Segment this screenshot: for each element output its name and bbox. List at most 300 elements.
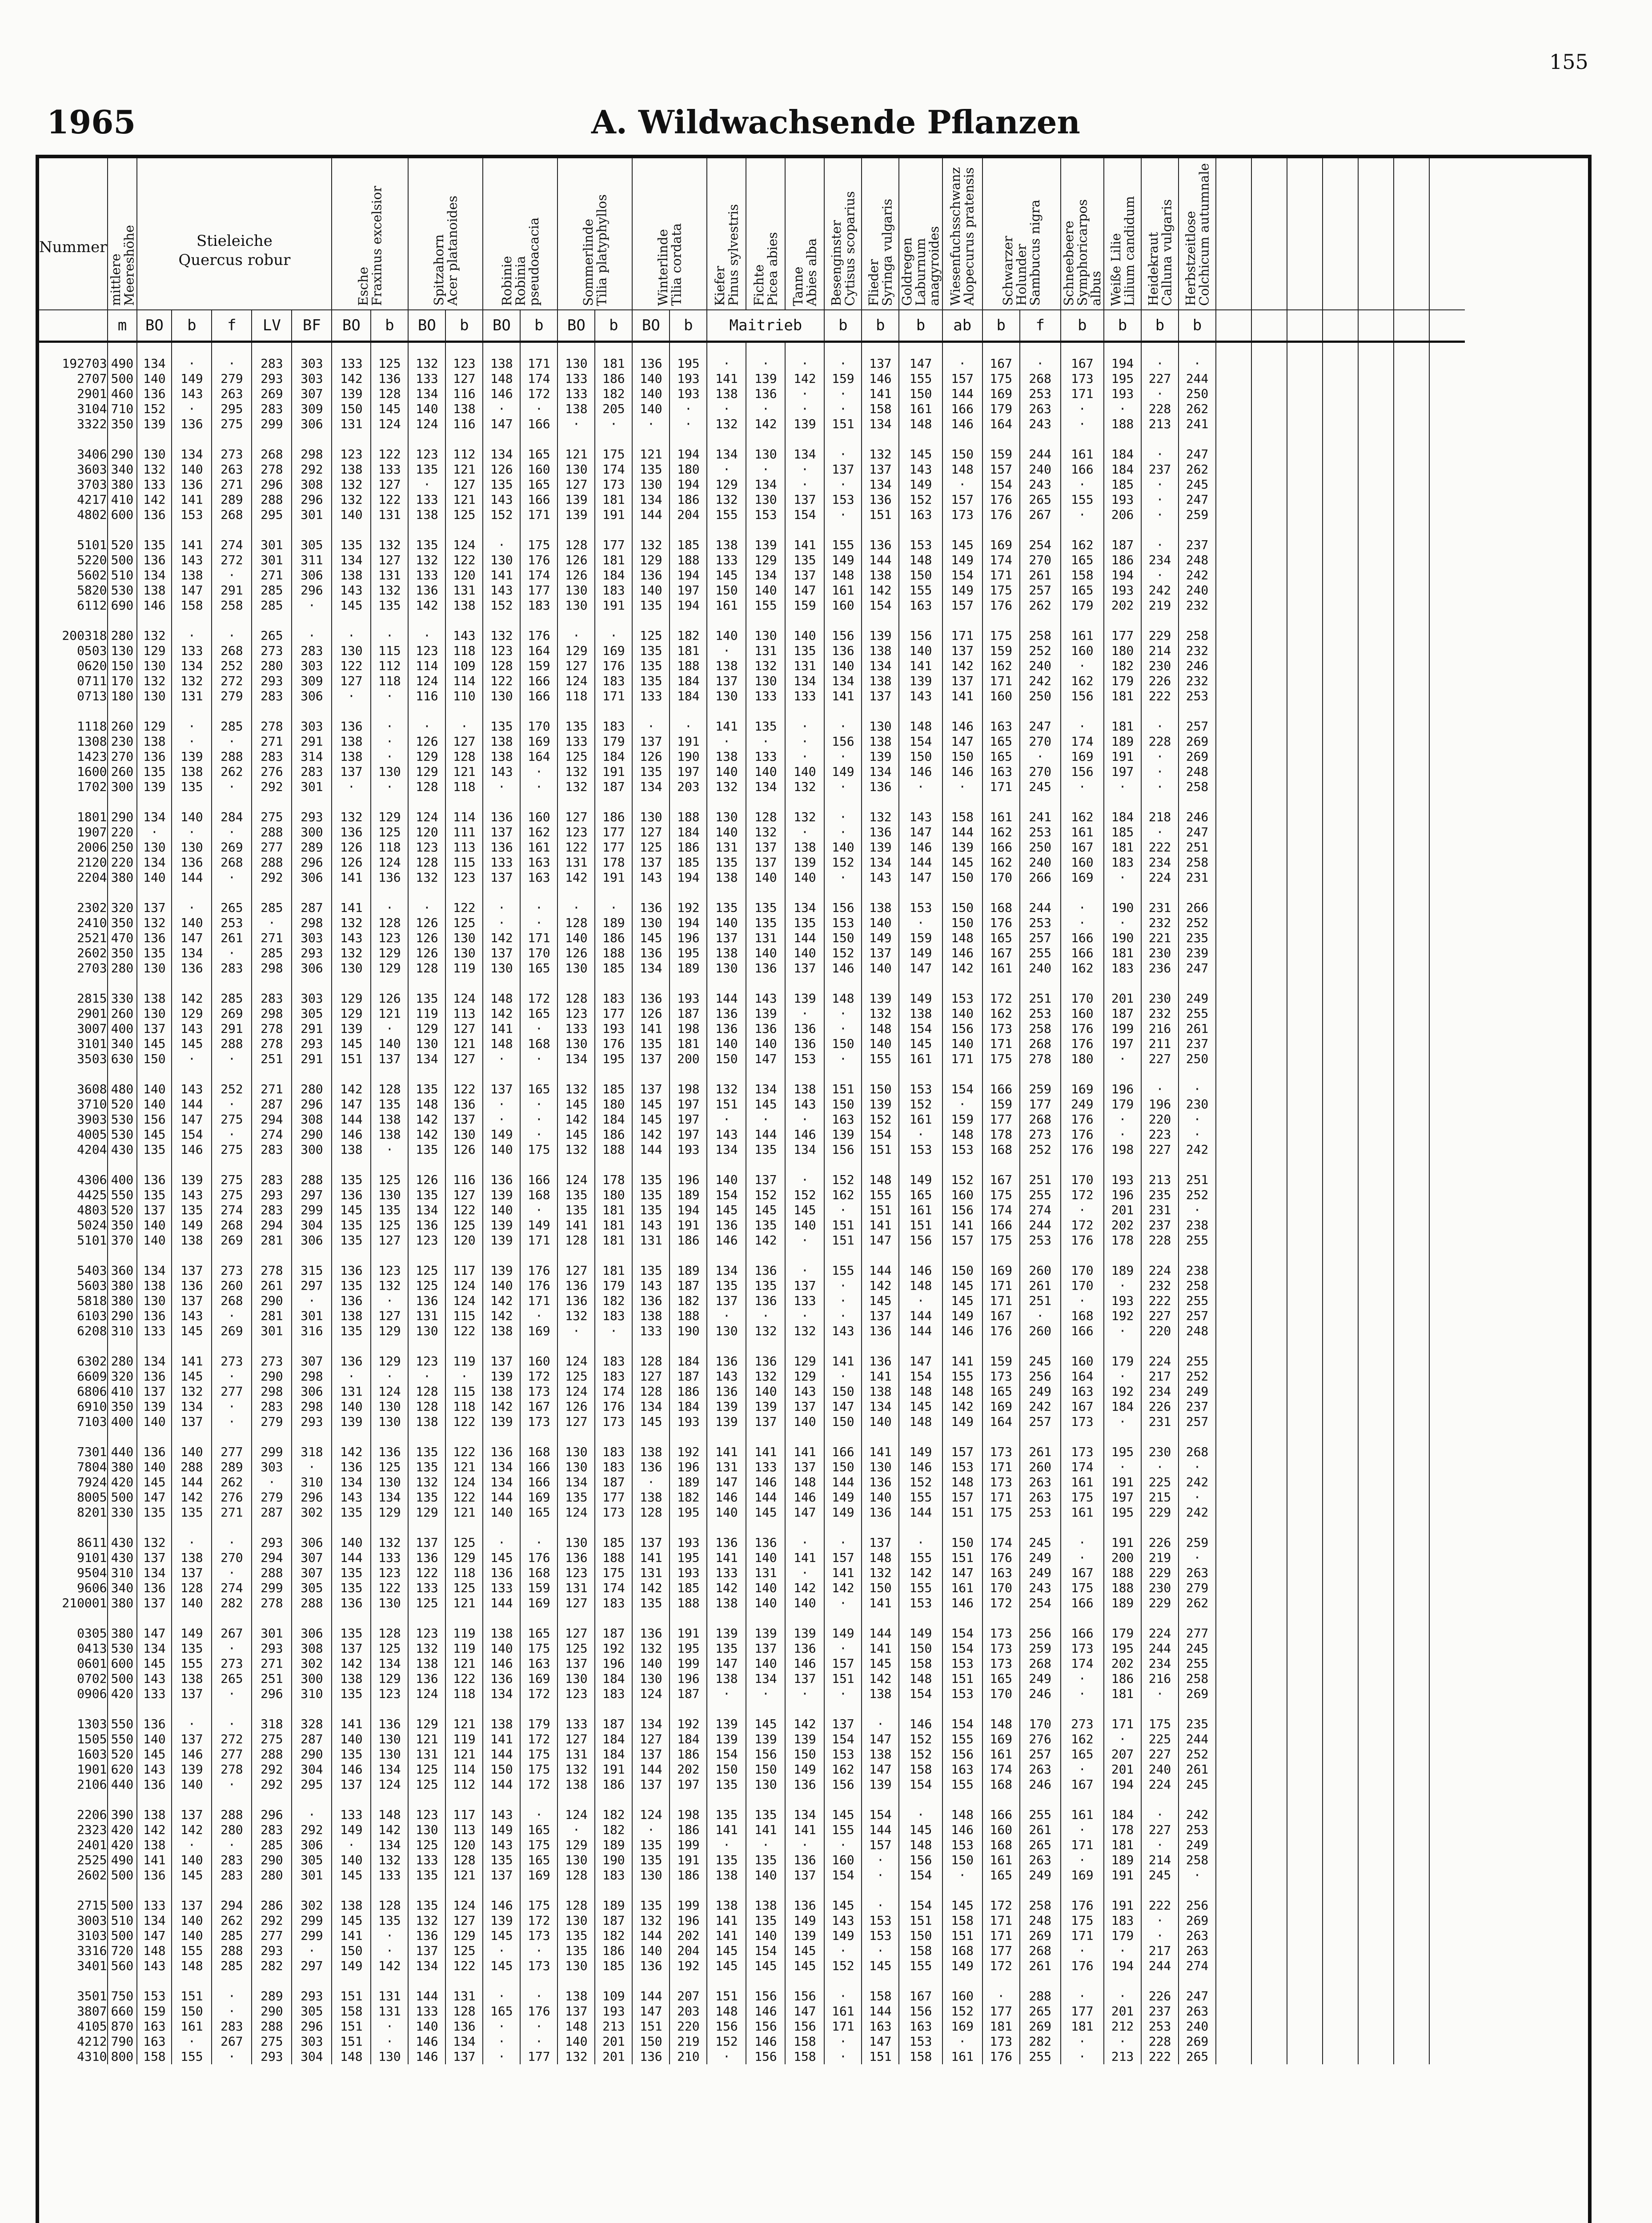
date-cell: 244	[1141, 1641, 1179, 1656]
date-cell: 145	[746, 1505, 785, 1520]
date-cell: ·	[746, 734, 785, 749]
date-cell: 135	[707, 1278, 746, 1293]
date-cell: 135	[408, 1082, 445, 1097]
date-cell: 171	[520, 931, 557, 946]
date-cell: 152	[899, 1097, 942, 1112]
date-cell: 301	[292, 507, 332, 522]
date-cell: 129	[408, 764, 445, 779]
date-cell: 136	[408, 1928, 445, 1943]
date-cell: 115	[445, 855, 483, 870]
station-number: 2901	[77, 386, 107, 401]
table-row	[39, 1460, 1465, 1475]
date-cell: 136	[137, 931, 172, 946]
date-cell: 136	[707, 1354, 746, 1369]
date-cell: 192	[1104, 1308, 1141, 1324]
date-cell: 134	[785, 674, 824, 689]
altitude-cell: 550	[108, 1717, 137, 1732]
date-cell: 145	[137, 1656, 172, 1671]
date-cell: 162	[1061, 1732, 1104, 1747]
date-cell: 169	[982, 538, 1020, 553]
date-cell: 222	[1141, 1898, 1179, 1913]
date-cell: 152	[942, 2004, 982, 2019]
date-cell: 130	[371, 1475, 408, 1490]
date-cell: ·	[332, 689, 371, 704]
date-cell: 118	[445, 1399, 483, 1414]
date-cell: 183	[595, 1445, 632, 1460]
date-cell: 140	[483, 1641, 520, 1656]
date-cell: 141	[785, 1445, 824, 1460]
date-cell: ·	[1061, 1989, 1104, 2004]
date-cell: 192	[1104, 1384, 1141, 1399]
date-cell: 123	[408, 643, 445, 658]
date-cell: 171	[982, 1278, 1020, 1293]
date-cell: 138	[332, 749, 371, 764]
date-cell: 184	[595, 1747, 632, 1762]
date-cell: 136	[785, 1853, 824, 1868]
station-number: 3807	[77, 2004, 107, 2018]
date-cell: 199	[670, 1898, 707, 1913]
date-cell: 136	[137, 553, 172, 568]
date-cell: 201	[1104, 991, 1141, 1006]
date-cell: 244	[1141, 1958, 1179, 1974]
station-number: 3101	[77, 1036, 107, 1051]
date-cell: 263	[212, 386, 252, 401]
date-cell: 265	[1179, 2049, 1216, 2064]
date-cell: 205	[595, 401, 632, 417]
date-cell: 159	[942, 1112, 982, 1127]
date-cell: 135	[408, 1460, 445, 1475]
date-cell: 296	[252, 1807, 292, 1822]
date-cell: 253	[1179, 1822, 1216, 1838]
date-cell: 227	[1141, 1747, 1179, 1762]
date-cell: 132	[371, 1853, 408, 1868]
date-cell: 298	[252, 961, 292, 976]
date-cell: 135	[632, 1853, 670, 1868]
date-cell: 136	[332, 719, 371, 734]
date-cell: 132	[746, 1324, 785, 1339]
date-cell: 171	[520, 507, 557, 522]
station-number: 5024	[77, 1218, 107, 1232]
date-cell: 269	[212, 840, 252, 855]
date-cell: 120	[408, 825, 445, 840]
altitude-cell: 350	[108, 1218, 137, 1233]
date-cell: 288	[212, 1807, 252, 1822]
station-number: 3603	[77, 462, 107, 477]
date-cell: 184	[670, 825, 707, 840]
date-cell: 123	[557, 825, 595, 840]
date-cell: 158	[899, 1762, 942, 1777]
date-cell: 292	[252, 1762, 292, 1777]
header-schneebeere: Schneebeere Symphoricarpos albus	[1061, 199, 1103, 306]
station-number: 7301	[77, 1445, 107, 1459]
date-cell: 147	[899, 825, 942, 840]
date-cell: 164	[520, 749, 557, 764]
date-cell: 140	[862, 1414, 899, 1429]
date-cell: 139	[332, 1414, 371, 1429]
station-number: 2120	[77, 855, 107, 870]
date-cell: 184	[670, 1399, 707, 1414]
date-cell: 131	[408, 1308, 445, 1324]
altitude-cell: 380	[108, 1460, 137, 1475]
date-cell: ·	[1061, 900, 1104, 915]
date-cell: 293	[292, 946, 332, 961]
date-cell: 169	[982, 1399, 1020, 1414]
date-cell: 135	[137, 1505, 172, 1520]
date-cell: 147	[824, 1399, 862, 1414]
date-cell: 149	[483, 1127, 520, 1142]
date-cell: 154	[942, 1717, 982, 1732]
date-cell: ·	[824, 810, 862, 825]
date-cell: 147	[785, 1505, 824, 1520]
date-cell: 248	[1020, 1913, 1061, 1928]
date-cell: 138	[557, 401, 595, 417]
date-cell: 138	[483, 1384, 520, 1399]
table-row	[39, 1928, 1465, 1943]
date-cell: 131	[371, 1989, 408, 2004]
date-cell: 121	[445, 764, 483, 779]
date-cell: 191	[1104, 1898, 1141, 1913]
station-number: 3104	[77, 401, 107, 416]
date-cell: 269	[252, 386, 292, 401]
date-cell: 163	[982, 719, 1020, 734]
date-cell: 151	[942, 1550, 982, 1565]
table-row	[39, 2049, 1465, 2064]
date-cell: 149	[172, 371, 212, 386]
date-cell: 244	[1020, 447, 1061, 462]
date-cell: 139	[137, 417, 172, 432]
station-number: 0711	[77, 674, 107, 688]
date-cell: 171	[982, 1460, 1020, 1475]
date-cell: 196	[670, 1913, 707, 1928]
date-cell: 180	[595, 1188, 632, 1203]
date-cell: 146	[942, 417, 982, 432]
date-cell: 176	[982, 507, 1020, 522]
date-cell: 158	[942, 810, 982, 825]
date-cell: 289	[212, 492, 252, 507]
date-cell: 125	[408, 1777, 445, 1792]
date-cell: 292	[292, 462, 332, 477]
date-cell: 142	[483, 931, 520, 946]
date-cell: 134	[172, 658, 212, 674]
date-cell: 133	[371, 1550, 408, 1565]
date-cell: 135	[332, 1218, 371, 1233]
date-cell: 161	[982, 961, 1020, 976]
date-cell: 175	[1061, 1581, 1104, 1596]
date-cell: 130	[137, 840, 172, 855]
row-gap	[39, 1067, 1465, 1082]
date-cell: 147	[632, 2004, 670, 2019]
date-cell: 170	[520, 946, 557, 961]
date-cell: 265	[1020, 1838, 1061, 1853]
date-cell: ·	[862, 1943, 899, 1958]
date-cell: 221	[1141, 931, 1179, 946]
date-cell: 143	[332, 583, 371, 598]
date-cell: 153	[942, 1838, 982, 1853]
date-cell: 161	[1061, 1807, 1104, 1822]
station-number: 2410	[77, 915, 107, 930]
phase-maitrieb: Maitrieb	[707, 310, 824, 342]
date-cell: 195	[670, 1641, 707, 1656]
date-cell: 271	[252, 1656, 292, 1671]
date-cell: 247	[1179, 1989, 1216, 2004]
date-cell: 129	[707, 477, 746, 492]
date-cell: 193	[1104, 583, 1141, 598]
date-cell: 234	[1141, 1656, 1179, 1671]
row-gap	[39, 1339, 1465, 1354]
date-cell: 132	[408, 553, 445, 568]
date-cell: 138	[332, 1671, 371, 1686]
date-cell: 148	[862, 1550, 899, 1565]
date-cell: 135	[632, 462, 670, 477]
date-cell: 121	[445, 1717, 483, 1732]
date-cell: 263	[1020, 1475, 1061, 1490]
date-cell: 137	[746, 1172, 785, 1188]
date-cell: 141	[172, 1354, 212, 1369]
header-besenginster: Besenginster Cytisus scoparius	[828, 191, 858, 306]
date-cell: 155	[899, 1958, 942, 1974]
date-cell: 130	[557, 1535, 595, 1550]
date-cell: 133	[408, 371, 445, 386]
date-cell: 169	[520, 734, 557, 749]
date-cell: 308	[292, 1641, 332, 1656]
date-cell: 147	[862, 2034, 899, 2049]
date-cell: 145	[557, 1127, 595, 1142]
date-cell: 133	[557, 1717, 595, 1732]
row-gap	[39, 1429, 1465, 1445]
date-cell: 137	[862, 462, 899, 477]
date-cell: 136	[707, 1384, 746, 1399]
date-cell: 143	[707, 1127, 746, 1142]
date-cell: ·	[862, 1853, 899, 1868]
date-cell: 137	[942, 674, 982, 689]
date-cell: 155	[172, 1656, 212, 1671]
date-cell: 306	[292, 870, 332, 885]
date-cell: 231	[1141, 1414, 1179, 1429]
table-row	[39, 764, 1465, 779]
date-cell: 146	[942, 1822, 982, 1838]
date-cell: 151	[332, 1051, 371, 1067]
date-cell: 181	[595, 1263, 632, 1278]
date-cell: 137	[707, 931, 746, 946]
date-cell: ·	[707, 1686, 746, 1701]
date-cell: 146	[408, 2034, 445, 2049]
date-cell: 169	[520, 1490, 557, 1505]
table-row	[39, 1082, 1465, 1097]
date-cell: 130	[746, 492, 785, 507]
altitude-cell: 530	[108, 1112, 137, 1127]
date-cell: 136	[557, 1293, 595, 1308]
date-cell: 126	[557, 568, 595, 583]
date-cell: ·	[371, 1369, 408, 1384]
date-cell: 149	[172, 1218, 212, 1233]
date-cell: 249	[1061, 1097, 1104, 1112]
date-cell: 253	[1020, 386, 1061, 401]
date-cell: 138	[408, 1656, 445, 1671]
altitude-cell: 440	[108, 1445, 137, 1460]
date-cell: 124	[632, 1686, 670, 1701]
date-cell: 141	[862, 1596, 899, 1611]
date-cell: 217	[1141, 1369, 1179, 1384]
date-cell: 153	[942, 1142, 982, 1157]
date-cell: 130	[557, 961, 595, 976]
table-row	[39, 1581, 1465, 1596]
date-cell: 134	[483, 1475, 520, 1490]
date-cell: 192	[670, 1958, 707, 1974]
date-cell: 124	[445, 991, 483, 1006]
date-cell: ·	[824, 1203, 862, 1218]
date-cell: 175	[982, 583, 1020, 598]
date-cell: 258	[1179, 628, 1216, 643]
date-cell: 180	[1104, 643, 1141, 658]
table-row	[39, 1414, 1465, 1429]
date-cell: 186	[670, 1233, 707, 1248]
date-cell: 142	[862, 1278, 899, 1293]
date-cell: 158	[862, 1989, 899, 2004]
date-cell: 134	[746, 1671, 785, 1686]
date-cell: 130	[557, 583, 595, 598]
altitude-cell: 400	[108, 1414, 137, 1429]
date-cell: 136	[137, 1172, 172, 1188]
table-row	[39, 1550, 1465, 1565]
date-cell: 191	[595, 764, 632, 779]
date-cell: 229	[1141, 1505, 1179, 1520]
date-cell: 174	[982, 1762, 1020, 1777]
date-cell: 148	[557, 2019, 595, 2034]
altitude-cell: 500	[108, 371, 137, 386]
date-cell: ·	[1141, 1082, 1179, 1097]
date-cell: 176	[1061, 1112, 1104, 1127]
date-cell: 304	[292, 1762, 332, 1777]
date-cell: 130	[371, 1596, 408, 1611]
date-cell: 136	[862, 825, 899, 840]
altitude-cell: 380	[108, 870, 137, 885]
date-cell: ·	[862, 1868, 899, 1883]
date-cell: 130	[632, 810, 670, 825]
date-cell: 130	[746, 628, 785, 643]
date-cell: 170	[1061, 991, 1104, 1006]
date-cell: 145	[746, 1097, 785, 1112]
date-cell: 194	[1104, 1958, 1141, 1974]
date-cell: 184	[670, 1354, 707, 1369]
date-cell: 176	[1061, 1142, 1104, 1157]
date-cell: 140	[632, 1943, 670, 1958]
date-cell: 145	[746, 1958, 785, 1974]
date-cell: 134	[785, 1807, 824, 1822]
date-cell: 160	[1061, 855, 1104, 870]
date-cell: 156	[824, 900, 862, 915]
altitude-cell: 400	[108, 1021, 137, 1036]
date-cell: 121	[445, 1868, 483, 1883]
date-cell: 140	[172, 915, 212, 931]
date-cell: 198	[1104, 1142, 1141, 1157]
date-cell: 140	[137, 1097, 172, 1112]
date-cell: 306	[292, 961, 332, 976]
date-cell: 190	[670, 1324, 707, 1339]
date-cell: 141	[172, 538, 212, 553]
date-cell: 291	[212, 1021, 252, 1036]
date-cell: 151	[332, 2019, 371, 2034]
date-cell: 248	[1179, 553, 1216, 568]
date-cell: 153	[899, 1596, 942, 1611]
date-cell: 137	[862, 689, 899, 704]
date-cell: 150	[824, 1414, 862, 1429]
date-cell: 181	[1061, 2019, 1104, 2034]
altitude-cell: 800	[108, 2049, 137, 2064]
date-cell: 136	[746, 1021, 785, 1036]
date-cell: 144	[483, 1747, 520, 1762]
date-cell: 259	[1179, 1535, 1216, 1550]
date-cell: 181	[595, 492, 632, 507]
date-cell: 142	[172, 1490, 212, 1505]
date-cell: 245	[1179, 1777, 1216, 1792]
date-cell: ·	[252, 915, 292, 931]
date-cell: 148	[942, 1127, 982, 1142]
date-cell: ·	[172, 628, 212, 643]
table-row	[39, 855, 1465, 870]
date-cell: 156	[824, 628, 862, 643]
date-cell: 296	[292, 492, 332, 507]
date-cell: ·	[785, 1838, 824, 1853]
date-cell: 171	[982, 1928, 1020, 1943]
header-esche: Esche Fraxinus excelsior	[355, 185, 385, 306]
date-cell: 245	[1179, 477, 1216, 492]
date-cell: 265	[1020, 2004, 1061, 2019]
date-cell: ·	[1061, 1671, 1104, 1686]
date-cell: 186	[595, 1777, 632, 1792]
date-cell: 207	[670, 1989, 707, 2004]
date-cell: 251	[1020, 1172, 1061, 1188]
date-cell: 132	[483, 628, 520, 643]
date-cell: 305	[292, 538, 332, 553]
date-cell: 277	[212, 1384, 252, 1399]
date-cell: 132	[557, 1142, 595, 1157]
date-cell: 135	[632, 1596, 670, 1611]
date-cell: 120	[445, 1233, 483, 1248]
date-cell: 130	[557, 1853, 595, 1868]
date-cell: 183	[595, 991, 632, 1006]
date-cell: 140	[707, 1505, 746, 1520]
date-cell: 139	[746, 1732, 785, 1747]
date-cell: 185	[595, 961, 632, 976]
date-cell: 137	[785, 1399, 824, 1414]
date-cell: 156	[746, 1747, 785, 1762]
station-number: 3503	[77, 1051, 107, 1066]
date-cell: ·	[557, 628, 595, 643]
date-cell: 142	[746, 1233, 785, 1248]
date-cell: 279	[252, 1490, 292, 1505]
date-cell: 227	[1141, 1142, 1179, 1157]
date-cell: ·	[1141, 1838, 1179, 1853]
date-cell: 141	[172, 492, 212, 507]
date-cell: ·	[982, 1989, 1020, 2004]
date-cell: 133	[137, 1898, 172, 1913]
date-cell: ·	[212, 734, 252, 749]
date-cell: 138	[371, 1112, 408, 1127]
date-cell: 210	[670, 2049, 707, 2064]
date-cell: 141	[746, 1822, 785, 1838]
date-cell: 150	[172, 2004, 212, 2019]
date-cell: 176	[982, 2049, 1020, 2064]
date-cell: 119	[445, 1354, 483, 1369]
date-cell: 154	[746, 1943, 785, 1958]
date-cell: 140	[746, 1036, 785, 1051]
date-cell: 134	[137, 1913, 172, 1928]
date-cell: 128	[632, 1384, 670, 1399]
station-number: 1907	[77, 825, 107, 839]
date-cell: 140	[899, 643, 942, 658]
table-row	[39, 1188, 1465, 1203]
date-cell: 134	[483, 1460, 520, 1475]
